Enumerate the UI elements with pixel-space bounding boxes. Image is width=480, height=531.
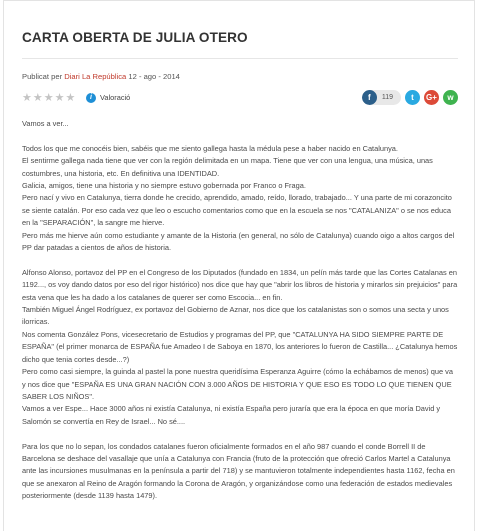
paragraph: Vamos a ver Espe... Hace 3000 años ni existía Catalunya, ni existía España pero juraría que era la época en que moría David y Salomón se convertía en Rey de Israel... No sé.... [22, 404, 441, 426]
paragraph: Vamos a ver... [22, 119, 69, 128]
star-icon[interactable]: ★ [65, 92, 76, 104]
whatsapp-icon[interactable]: w [443, 90, 458, 105]
article-card [3, 0, 475, 531]
article-title: CARTA OBERTA DE JULIA OTERO [22, 30, 248, 45]
rating-label: Valoració [100, 93, 131, 102]
article-meta [22, 72, 458, 82]
paragraph: Alfonso Alonso, portavoz del PP en el Congreso de los Diputados (fundado en 1834, un pelín más tarde que las Cortes Catalanas en 1192..., os voy dando datos por eso del rigor histórico) nos dice que hay que "abrir los libros de historia y mirarlos sin prejuicios" para esta vena que les ha dado a los catalanes de querer ser como Escocia... en fin. [22, 267, 458, 302]
paragraph: También Miguel Ángel Rodríguez, ex portavoz del Gobierno de Aznar, nos dice que los catalanistas son o somos una secta y unos ilorricas. [22, 305, 449, 327]
star-icon[interactable]: ★ [54, 92, 65, 104]
paragraph: Pero nací y vivo en Catalunya, tierra donde he crecido, aprendido, amado, reído, llorado, trabajado... Y una parte de mi corazoncito se siente catalán. Por eso cada vez que leo o escucho comentarios como que en la escuela se nos "CATALANIZA" o se nos educa en la "SEPARACIÓN", la sangre me hierve. [22, 193, 452, 228]
paragraph: Pero más me hierve aún como estudiante y amante de la Historia (en general, no sólo de Catalunya) cuando oigo a altos cargos del PP dar patadas a cientos de años de historia. [22, 230, 455, 253]
meta-date: 12 - ago - 2014 [126, 72, 180, 81]
twitter-icon[interactable]: t [405, 90, 420, 105]
star-icon[interactable]: ★ [43, 92, 54, 104]
paragraph: El sentirme gallega nada tiene que ver con la región delimitada en un mapa. Tiene que ver con una lengua, una música, unas costumbres, una historia, etc. En definitiva una IDENTIDAD. [22, 156, 433, 178]
paragraph: Nos comenta González Pons, vicesecretario de Estudios y programas del PP, que "CATALUNYA HA SIDO SIEMPRE PARTE DE ESPAÑA" (el primer monarca de ESPAÑA fue Amadeo I de Saboya en 1870, los anteriores lo fueron de Castilla... ¿Catalunya hemos dicho que tenia cortes desde...?) [22, 329, 458, 364]
star-icon[interactable]: ★ [32, 92, 43, 104]
paragraph: Todos los que me conocéis bien, sabéis que me siento gallega hasta la médula pese a haber nacido en Catalunya. [22, 143, 398, 153]
star-icon[interactable]: ★ [22, 92, 32, 104]
article-body [22, 118, 458, 503]
share-count: 119 [381, 94, 393, 101]
article-toolbar [22, 90, 458, 110]
meta-prefix: Publicat per [22, 72, 65, 81]
paragraph: Galicia, amigos, tiene una historia y no siempre estuvo gobernada por Franco o Fraga. [22, 181, 306, 191]
info-icon[interactable]: i [86, 93, 96, 103]
title-divider [22, 58, 458, 59]
facebook-icon: f [362, 90, 377, 105]
paragraph: Pero como casi siempre, la guinda al pastel la pone nuestra queridísima Esperanza Aguirre (cómo la echábamos de menos) que va y nos dice que "ESPAÑA ES UNA GRAN NACIÓN CON 3.000 AÑOS DE HISTORIA Y QUE ESO ES TODO LO QUE TIENEN QUE SABER LOS NIÑOS". [22, 367, 453, 401]
googleplus-icon[interactable]: G+ [424, 90, 439, 105]
rating-stars [22, 92, 75, 104]
paragraph: Para los que no lo sepan, los condados catalanes fueron oficialmente formados en el año 987 cuando el conde Borrell II de Barcelona se deshace del vasallaje que unía a Catalunya con Francia (fruto de la protección que ofreció Carlos Martel a Catalunya ante las incursiones musulmanas en la península a partir del 718) y se mantuvieron totalmente independientes hasta 1162, fecha en que se anexaron al Reino de Aragón formando la Corona de Aragón, y organizándose como una federación de estados medievales posteriormente (desde 1139 hasta 1479). [22, 441, 455, 501]
author-link[interactable]: Diari La República [64, 72, 127, 81]
facebook-share-button[interactable] [362, 90, 401, 105]
share-buttons [362, 90, 458, 105]
